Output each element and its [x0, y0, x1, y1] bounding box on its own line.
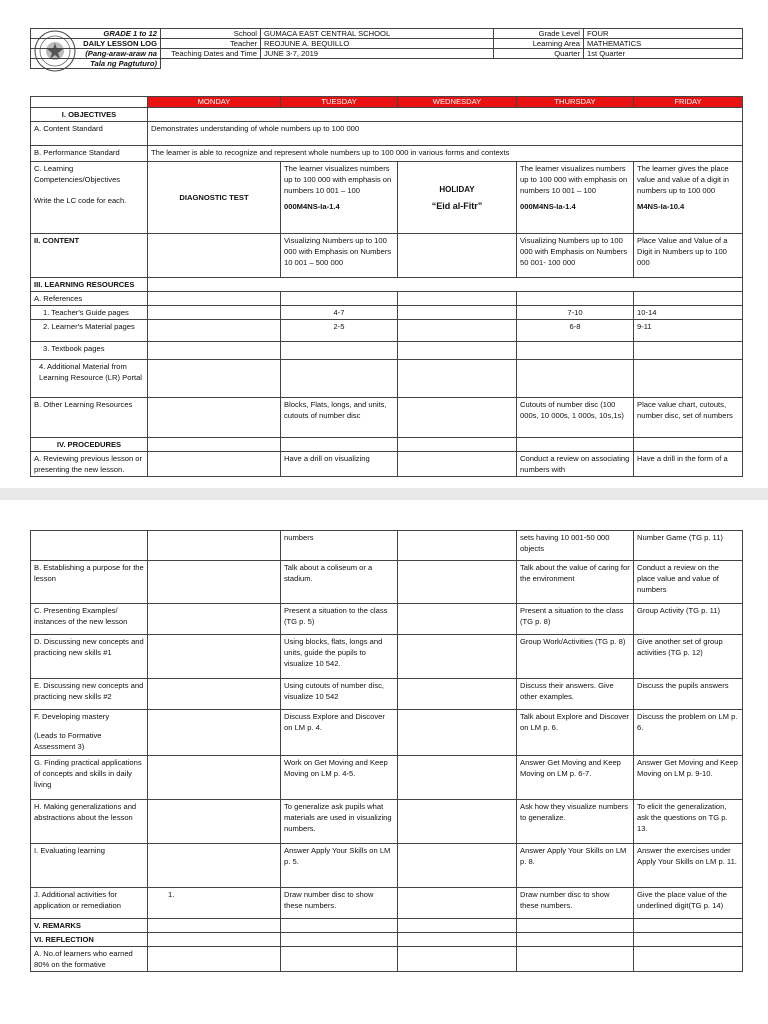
procedure-label: C. Presenting Examples/ instances of the new lesson [31, 604, 148, 635]
quarter-label: Quarter [494, 49, 584, 59]
lesson-table-page-1 [30, 96, 743, 477]
teacher-label: Teacher [161, 39, 261, 49]
monday-cell [148, 844, 281, 888]
teacher-value: REOJUNE A. BEQUILLO [261, 39, 494, 49]
tuesday-cell: Discuss Explore and Discover on LM p. 4. [281, 710, 398, 756]
continued-thursday: sets having 10 001-50 000 objects [517, 531, 634, 561]
procedure-label: D. Discussing new concepts and practicing new skills #1 [31, 635, 148, 679]
thursday-cell: Answer Apply Your Skills on LM p. 8. [517, 844, 634, 888]
monday-cell [148, 800, 281, 844]
day-wednesday: WEDNESDAY [398, 97, 517, 108]
reviewing-label: A. Reviewing previous lesson or presenting the new lesson. [31, 452, 148, 477]
holiday-label: HOLIDAY [439, 184, 475, 194]
procedure-label [31, 710, 148, 756]
learners-80-label: A. No.of learners who earned 80% on the formative [31, 947, 148, 972]
reviewing-tuesday: Have a drill on visualizing [281, 452, 398, 477]
monday-cell [148, 679, 281, 710]
additional-material-label: 4. Additional Material from Learning Resource (LR) Portal [31, 360, 148, 398]
friday-cell: Discuss the pupils answers [634, 679, 743, 710]
dll-title-4: Tala ng Pagtuturo) [31, 59, 161, 69]
competencies-label [31, 162, 148, 234]
wednesday-holiday [398, 162, 517, 234]
procedure-row [31, 756, 743, 800]
objectives-heading: I. OBJECTIVES [31, 108, 148, 122]
dll-title: GRADE 1 to 12 [31, 29, 161, 39]
thursday-cell: Present a situation to the class (TG p. 8) [517, 604, 634, 635]
page-2 [0, 500, 768, 1024]
reviewing-thursday: Conduct a review on associating numbers with [517, 452, 634, 477]
day-tuesday: TUESDAY [281, 97, 398, 108]
procedure-row [31, 679, 743, 710]
content-standard-text: Demonstrates understanding of whole numbers up to 100 000 [148, 122, 743, 146]
monday-cell [148, 561, 281, 604]
friday-cell: Conduct a review on the place value and value of numbers [634, 561, 743, 604]
thursday-cell: Talk about the value of caring for the environment [517, 561, 634, 604]
monday-cell [148, 635, 281, 679]
procedure-label: H. Making generalizations and abstractions about the lesson [31, 800, 148, 844]
grade-value: FOUR [584, 29, 743, 39]
monday-cell [148, 604, 281, 635]
tuesday-cell: Using cutouts of number disc, visualize 10 542 [281, 679, 398, 710]
friday-cell: Give the place value of the underlined digit(TG p. 14) [634, 888, 743, 919]
tuesday-competency-text: The learner visualizes numbers up to 100 000 with emphasis on numbers 10 001 – 100 [284, 164, 392, 195]
friday-competency-text: The learner gives the place value and value of a digit in numbers up to 100 000 [637, 164, 730, 195]
procedure-label: I. Evaluating learning [31, 844, 148, 888]
performance-standard-label: B. Performance Standard [31, 146, 148, 162]
thursday-cell: Talk about Explore and Discover on LM p. 6. [517, 710, 634, 756]
grade-label: Grade Level [494, 29, 584, 39]
tuesday-cell: Draw number disc to show these numbers. [281, 888, 398, 919]
day-monday: MONDAY [148, 97, 281, 108]
thursday-cell: Answer Get Moving and Keep Moving on LM p. 6-7. [517, 756, 634, 800]
monday-cell [148, 756, 281, 800]
tuesday-cell: Talk about a coliseum or a stadium. [281, 561, 398, 604]
school-value: GUMACA EAST CENTRAL SCHOOL [261, 29, 494, 39]
procedure-row [31, 710, 743, 756]
tg-friday: 10-14 [634, 306, 743, 320]
lesson-table-page-2 [30, 530, 743, 972]
day-friday: FRIDAY [634, 97, 743, 108]
tg-thursday: 7-10 [517, 306, 634, 320]
thursday-competency [517, 162, 634, 234]
holiday-name: “Eid al-Fitr” [431, 200, 483, 211]
tuesday-content: Visualizing Numbers up to 100 000 with Emphasis on Numbers 10 001 – 500 000 [281, 234, 398, 278]
procedure-row [31, 604, 743, 635]
content-standard-label: A. Content Standard [31, 122, 148, 146]
procedure-row [31, 635, 743, 679]
procedure-row [31, 561, 743, 604]
other-resources-tuesday: Blocks, Flats, longs, and units, cutouts of number disc [281, 398, 398, 438]
lm-tuesday: 2-5 [281, 320, 398, 342]
tuesday-competency [281, 162, 398, 234]
monday-competency: DIAGNOSTIC TEST [148, 162, 281, 234]
textbook-pages-label: 3. Textbook pages [31, 342, 148, 360]
area-value: MATHEMATICS [584, 39, 743, 49]
reviewing-friday: Have a drill in the form of a [634, 452, 743, 477]
tg-tuesday: 4-7 [281, 306, 398, 320]
friday-cell: To elicit the generalization, ask the questions on TG p. 13. [634, 800, 743, 844]
monday-cell [148, 710, 281, 756]
references-label: A. References [31, 292, 148, 306]
developing-mastery-note: (Leads to Formative Assessment 3) [34, 731, 102, 751]
monday-cell: 1. [148, 888, 281, 919]
procedure-label: E. Discussing new concepts and practicing new skills #2 [31, 679, 148, 710]
friday-cell: Answer the exercises under Apply Your Skills on LM p. 11. [634, 844, 743, 888]
developing-mastery-label: F. Developing mastery [34, 712, 110, 721]
performance-standard-text: The learner is able to recognize and represent whole numbers up to 100 000 in various forms and contexts [148, 146, 743, 162]
friday-cell: Give another set of group activities (TG p. 12) [634, 635, 743, 679]
lm-friday: 9-11 [634, 320, 743, 342]
day-header-row [31, 97, 743, 108]
procedure-row [31, 844, 743, 888]
friday-cell: Discuss the problem on LM p. 6. [634, 710, 743, 756]
friday-competency [634, 162, 743, 234]
continued-tuesday: numbers [281, 531, 398, 561]
competencies-label-text: C. Learning Competencies/Objectives [34, 164, 121, 184]
procedure-label: J. Additional activities for application or remediation [31, 888, 148, 919]
tuesday-cell: Work on Get Moving and Keep Moving on LM p. 4-5. [281, 756, 398, 800]
other-resources-thursday: Cutouts of number disc (100 000s, 10 000s, 1 000s, 10s,1s) [517, 398, 634, 438]
friday-content: Place Value and Value of a Digit in Numbers up to 100 000 [634, 234, 743, 278]
other-resources-label: B. Other Learning Resources [31, 398, 148, 438]
quarter-value: 1st Quarter [584, 49, 743, 59]
friday-cell: Answer Get Moving and Keep Moving on LM p. 9-10. [634, 756, 743, 800]
tuesday-cell: Using blocks, flats, longs and units, guide the pupils to visualize 10 542. [281, 635, 398, 679]
tuesday-cell: Answer Apply Your Skills on LM p. 5. [281, 844, 398, 888]
header-table [30, 28, 743, 69]
dll-title-2: DAILY LESSON LOG [31, 39, 161, 49]
remarks-label: V. REMARKS [31, 919, 148, 933]
procedure-label: B. Establishing a purpose for the lesson [31, 561, 148, 604]
continued-friday: Number Game (TG p. 11) [634, 531, 743, 561]
tuesday-cell: To generalize ask pupils what materials are used in visualizing numbers. [281, 800, 398, 844]
tuesday-cell: Present a situation to the class (TG p. 5) [281, 604, 398, 635]
thursday-cell: Draw number disc to show these numbers. [517, 888, 634, 919]
resources-label: III. LEARNING RESOURCES [31, 278, 148, 292]
thursday-competency-text: The learner visualizes numbers up to 100 000 with emphasis on numbers 10 001 – 100 [520, 164, 628, 195]
school-label: School [161, 29, 261, 39]
procedures-heading: IV. PROCEDURES [31, 438, 148, 452]
procedure-row [31, 888, 743, 919]
lm-pages-label: 2. Learner's Material pages [31, 320, 148, 342]
tuesday-lc-code: 000M4NS-Ia-1.4 [284, 202, 340, 211]
day-thursday: THURSDAY [517, 97, 634, 108]
thursday-content: Visualizing Numbers up to 100 000 with Emphasis on Numbers 50 001- 100 000 [517, 234, 634, 278]
other-resources-friday: Place value chart, cutouts, number disc, set of numbers [634, 398, 743, 438]
procedure-label: G. Finding practical applications of concepts and skills in daily living [31, 756, 148, 800]
procedure-row [31, 800, 743, 844]
friday-lc-code: M4NS-Ia-10.4 [637, 202, 685, 211]
competencies-note: Write the LC code for each. [34, 196, 127, 205]
reflection-label: VI. REFLECTION [31, 933, 148, 947]
tg-pages-label: 1. Teacher's Guide pages [31, 306, 148, 320]
thursday-lc-code: 000M4NS-Ia-1.4 [520, 202, 576, 211]
thursday-cell: Discuss their answers. Give other examples. [517, 679, 634, 710]
thursday-cell: Ask how they visualize numbers to generalize. [517, 800, 634, 844]
thursday-cell: Group Work/Activities (TG p. 8) [517, 635, 634, 679]
dates-label: Teaching Dates and Time [161, 49, 261, 59]
area-label: Learning Area [494, 39, 584, 49]
lm-thursday: 6-8 [517, 320, 634, 342]
content-label: II. CONTENT [31, 234, 148, 278]
friday-cell: Group Activity (TG p. 11) [634, 604, 743, 635]
dll-title-3: (Pang-araw-araw na [31, 49, 161, 59]
page-1 [0, 0, 768, 488]
dates-value: JUNE 3-7, 2019 [261, 49, 494, 59]
